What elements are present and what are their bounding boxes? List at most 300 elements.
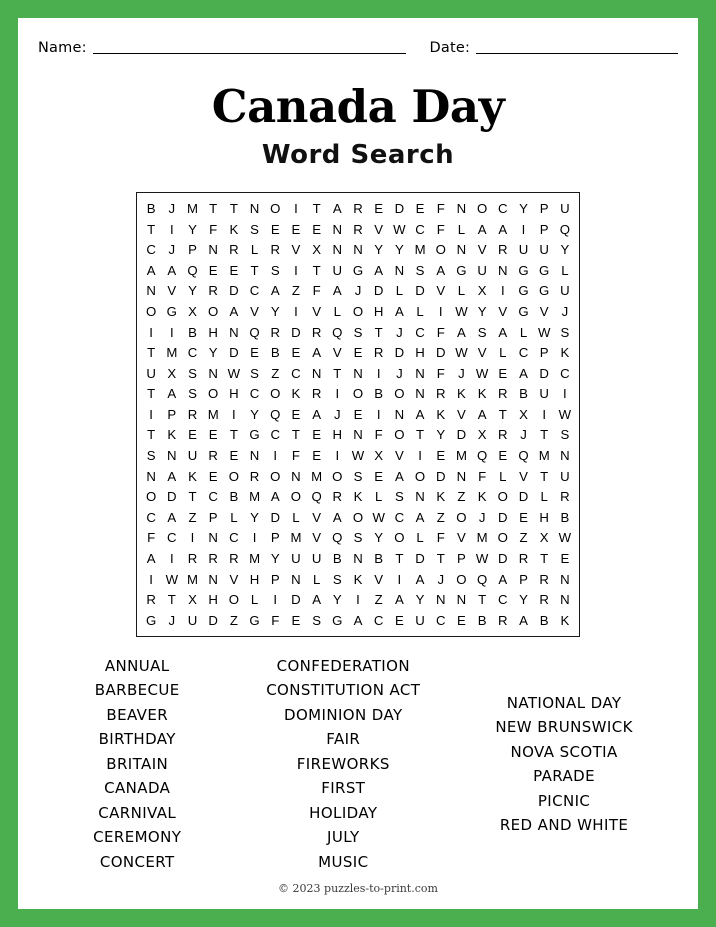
grid-cell[interactable]: K bbox=[229, 221, 239, 237]
grid-cell[interactable]: N bbox=[415, 365, 425, 381]
grid-cell[interactable]: C bbox=[146, 509, 156, 525]
grid-cell[interactable]: O bbox=[352, 509, 364, 525]
grid-cell[interactable]: T bbox=[374, 324, 383, 340]
grid-cell[interactable]: S bbox=[415, 262, 425, 278]
grid-cell[interactable]: Z bbox=[291, 283, 300, 299]
grid-cell[interactable]: H bbox=[332, 427, 343, 443]
grid-cell[interactable]: G bbox=[539, 283, 550, 299]
grid-cell[interactable]: V bbox=[291, 242, 301, 258]
grid-cell[interactable]: Z bbox=[436, 509, 445, 525]
grid-cell[interactable]: B bbox=[146, 200, 156, 216]
grid-cell[interactable]: I bbox=[542, 406, 547, 422]
grid-cell[interactable]: N bbox=[560, 448, 570, 464]
grid-cell[interactable]: C bbox=[249, 283, 260, 299]
grid-cell[interactable]: M bbox=[538, 448, 550, 464]
grid-cell[interactable]: R bbox=[229, 551, 239, 567]
grid-cell[interactable]: U bbox=[539, 242, 549, 258]
grid-cell[interactable]: X bbox=[539, 530, 549, 546]
grid-cell[interactable]: R bbox=[353, 200, 363, 216]
grid-cell[interactable]: L bbox=[457, 221, 466, 237]
name-input-line[interactable] bbox=[93, 53, 406, 54]
grid-cell[interactable]: Y bbox=[332, 592, 342, 608]
grid-cell[interactable]: J bbox=[168, 612, 176, 628]
grid-cell[interactable]: Z bbox=[519, 530, 528, 546]
grid-cell[interactable]: I bbox=[149, 324, 153, 340]
grid-cell[interactable]: Q bbox=[249, 324, 260, 340]
grid-cell[interactable]: J bbox=[561, 303, 569, 319]
grid-cell[interactable]: E bbox=[208, 262, 218, 278]
grid-cell[interactable]: R bbox=[208, 448, 218, 464]
grid-cell[interactable]: A bbox=[498, 324, 508, 340]
grid-cell[interactable]: H bbox=[249, 571, 260, 587]
grid-cell[interactable]: E bbox=[498, 365, 508, 381]
grid-cell[interactable]: E bbox=[394, 612, 404, 628]
grid-cell[interactable]: P bbox=[167, 406, 177, 422]
grid-cell[interactable]: T bbox=[312, 262, 321, 278]
grid-cell[interactable]: U bbox=[560, 468, 570, 484]
grid-cell[interactable]: K bbox=[477, 489, 487, 505]
grid-cell[interactable]: J bbox=[168, 242, 176, 258]
grid-cell[interactable]: X bbox=[312, 242, 322, 258]
grid-cell[interactable]: Y bbox=[415, 592, 425, 608]
grid-cell[interactable]: C bbox=[373, 612, 384, 628]
grid-cell[interactable]: C bbox=[291, 365, 301, 381]
grid-cell[interactable]: N bbox=[208, 530, 218, 546]
grid-cell[interactable]: T bbox=[229, 427, 238, 443]
grid-cell[interactable]: O bbox=[208, 386, 219, 402]
grid-cell[interactable]: U bbox=[187, 612, 198, 628]
grid-cell[interactable]: L bbox=[333, 303, 341, 319]
grid-cell[interactable]: A bbox=[519, 365, 528, 381]
grid-cell[interactable]: Q bbox=[311, 489, 322, 505]
grid-cell[interactable]: G bbox=[352, 262, 364, 278]
grid-cell[interactable]: E bbox=[436, 448, 446, 464]
grid-cell[interactable]: Z bbox=[229, 612, 238, 628]
grid-cell[interactable]: O bbox=[332, 468, 343, 484]
grid-cell[interactable]: N bbox=[229, 324, 239, 340]
grid-cell[interactable]: S bbox=[188, 386, 197, 402]
grid-cell[interactable]: Q bbox=[518, 448, 529, 464]
grid-cell[interactable]: P bbox=[539, 221, 549, 237]
grid-cell[interactable]: U bbox=[560, 283, 570, 299]
grid-cell[interactable]: Y bbox=[188, 283, 197, 299]
grid-cell[interactable]: D bbox=[291, 592, 301, 608]
grid-cell[interactable]: A bbox=[394, 592, 404, 608]
grid-cell[interactable]: I bbox=[169, 551, 174, 567]
grid-cell[interactable]: Y bbox=[188, 221, 197, 237]
grid-cell[interactable]: C bbox=[394, 509, 405, 525]
grid-cell[interactable]: V bbox=[477, 242, 487, 258]
grid-cell[interactable]: I bbox=[376, 406, 381, 422]
grid-cell[interactable]: R bbox=[518, 551, 529, 567]
grid-cell[interactable]: N bbox=[208, 571, 218, 587]
grid-cell[interactable]: V bbox=[498, 303, 508, 319]
grid-cell[interactable]: C bbox=[415, 324, 425, 340]
grid-cell[interactable]: Y bbox=[374, 530, 384, 546]
grid-cell[interactable]: A bbox=[332, 200, 342, 216]
grid-cell[interactable]: Y bbox=[250, 509, 259, 525]
grid-cell[interactable]: F bbox=[291, 448, 300, 464]
grid-cell[interactable]: I bbox=[418, 448, 422, 464]
grid-cell[interactable]: F bbox=[271, 612, 280, 628]
grid-cell[interactable]: R bbox=[249, 468, 260, 484]
grid-cell[interactable]: O bbox=[456, 509, 467, 525]
grid-cell[interactable]: K bbox=[353, 489, 363, 505]
grid-cell[interactable]: N bbox=[167, 448, 177, 464]
grid-cell[interactable]: M bbox=[290, 530, 302, 546]
grid-cell[interactable]: E bbox=[457, 612, 466, 628]
grid-cell[interactable]: D bbox=[415, 283, 425, 299]
grid-cell[interactable]: L bbox=[540, 489, 548, 505]
grid-cell[interactable]: E bbox=[291, 221, 301, 237]
grid-cell[interactable]: F bbox=[147, 530, 156, 546]
grid-cell[interactable]: A bbox=[415, 406, 425, 422]
grid-cell[interactable]: E bbox=[374, 468, 384, 484]
grid-cell[interactable]: E bbox=[353, 345, 363, 361]
grid-cell[interactable]: V bbox=[250, 303, 259, 319]
grid-cell[interactable]: A bbox=[498, 221, 508, 237]
grid-cell[interactable]: B bbox=[229, 489, 239, 505]
grid-cell[interactable]: O bbox=[497, 489, 508, 505]
grid-cell[interactable]: I bbox=[149, 406, 153, 422]
grid-cell[interactable]: C bbox=[498, 200, 508, 216]
grid-cell[interactable]: I bbox=[294, 200, 298, 216]
grid-cell[interactable]: I bbox=[500, 283, 505, 299]
grid-cell[interactable]: U bbox=[187, 448, 198, 464]
grid-cell[interactable]: D bbox=[415, 551, 425, 567]
grid-cell[interactable]: U bbox=[332, 262, 343, 278]
grid-cell[interactable]: T bbox=[147, 386, 156, 402]
grid-cell[interactable]: O bbox=[435, 242, 446, 258]
grid-cell[interactable]: B bbox=[519, 386, 528, 402]
grid-cell[interactable]: V bbox=[394, 448, 404, 464]
grid-cell[interactable]: F bbox=[374, 427, 383, 443]
grid-cell[interactable]: A bbox=[457, 324, 466, 340]
grid-cell[interactable]: V bbox=[312, 303, 322, 319]
grid-cell[interactable]: A bbox=[353, 612, 363, 628]
grid-cell[interactable]: N bbox=[353, 427, 363, 443]
grid-cell[interactable]: F bbox=[436, 324, 445, 340]
grid-cell[interactable]: R bbox=[498, 242, 508, 258]
grid-cell[interactable]: O bbox=[228, 468, 239, 484]
grid-cell[interactable]: R bbox=[146, 592, 156, 608]
grid-cell[interactable]: D bbox=[229, 345, 239, 361]
grid-cell[interactable]: I bbox=[521, 221, 526, 237]
grid-cell[interactable]: H bbox=[229, 386, 239, 402]
grid-cell[interactable]: V bbox=[436, 283, 446, 299]
grid-cell[interactable]: S bbox=[146, 448, 156, 464]
grid-cell[interactable]: E bbox=[270, 221, 280, 237]
grid-cell[interactable]: A bbox=[477, 221, 487, 237]
grid-cell[interactable]: I bbox=[563, 386, 567, 402]
grid-cell[interactable]: E bbox=[291, 406, 301, 422]
grid-cell[interactable]: O bbox=[394, 427, 405, 443]
grid-cell[interactable]: L bbox=[230, 509, 238, 525]
grid-cell[interactable]: D bbox=[435, 468, 446, 484]
grid-cell[interactable]: N bbox=[498, 262, 508, 278]
grid-cell[interactable]: Z bbox=[374, 592, 383, 608]
grid-cell[interactable]: A bbox=[167, 386, 177, 402]
grid-cell[interactable]: M bbox=[166, 345, 178, 361]
grid-cell[interactable]: E bbox=[374, 200, 384, 216]
grid-cell[interactable]: S bbox=[250, 221, 259, 237]
grid-cell[interactable]: P bbox=[270, 571, 280, 587]
grid-cell[interactable]: L bbox=[416, 303, 424, 319]
grid-cell[interactable]: S bbox=[353, 530, 363, 546]
grid-cell[interactable]: U bbox=[539, 386, 549, 402]
grid-cell[interactable]: S bbox=[250, 365, 259, 381]
grid-cell[interactable]: Q bbox=[476, 448, 488, 464]
grid-cell[interactable]: O bbox=[456, 571, 467, 587]
grid-cell[interactable]: B bbox=[374, 386, 384, 402]
grid-cell[interactable]: A bbox=[229, 303, 239, 319]
grid-cell[interactable]: Y bbox=[519, 200, 528, 216]
grid-cell[interactable]: D bbox=[539, 365, 549, 381]
grid-cell[interactable]: A bbox=[415, 509, 425, 525]
grid-cell[interactable]: O bbox=[228, 592, 239, 608]
grid-cell[interactable]: S bbox=[332, 571, 342, 587]
grid-cell[interactable]: S bbox=[270, 262, 280, 278]
grid-cell[interactable]: J bbox=[168, 200, 176, 216]
grid-cell[interactable]: R bbox=[560, 489, 570, 505]
grid-cell[interactable]: P bbox=[188, 242, 197, 258]
grid-cell[interactable]: W bbox=[558, 406, 572, 422]
grid-cell[interactable]: N bbox=[208, 365, 218, 381]
grid-cell[interactable]: A bbox=[374, 262, 384, 278]
grid-cell[interactable]: V bbox=[312, 530, 322, 546]
grid-cell[interactable]: G bbox=[456, 262, 467, 278]
grid-cell[interactable]: E bbox=[312, 221, 322, 237]
grid-cell[interactable]: L bbox=[292, 509, 300, 525]
grid-cell[interactable]: A bbox=[394, 468, 404, 484]
grid-cell[interactable]: K bbox=[436, 406, 446, 422]
grid-cell[interactable]: N bbox=[456, 592, 467, 608]
grid-cell[interactable]: F bbox=[436, 200, 445, 216]
grid-cell[interactable]: C bbox=[167, 530, 177, 546]
grid-cell[interactable]: J bbox=[396, 365, 403, 381]
grid-cell[interactable]: H bbox=[373, 303, 384, 319]
grid-cell[interactable]: D bbox=[229, 283, 239, 299]
grid-cell[interactable]: T bbox=[229, 200, 238, 216]
grid-cell[interactable]: S bbox=[312, 612, 322, 628]
grid-cell[interactable]: X bbox=[188, 303, 197, 319]
grid-cell[interactable]: S bbox=[394, 489, 404, 505]
grid-cell[interactable]: R bbox=[373, 345, 384, 361]
grid-cell[interactable]: F bbox=[436, 365, 445, 381]
grid-cell[interactable]: K bbox=[477, 386, 487, 402]
grid-cell[interactable]: T bbox=[188, 489, 197, 505]
grid-cell[interactable]: I bbox=[335, 386, 340, 402]
grid-cell[interactable]: M bbox=[249, 489, 261, 505]
grid-cell[interactable]: V bbox=[167, 283, 177, 299]
grid-cell[interactable]: L bbox=[312, 571, 321, 587]
grid-cell[interactable]: A bbox=[146, 551, 156, 567]
grid-cell[interactable]: G bbox=[518, 303, 529, 319]
grid-cell[interactable]: A bbox=[270, 489, 280, 505]
grid-cell[interactable]: T bbox=[209, 200, 218, 216]
grid-cell[interactable]: A bbox=[519, 612, 528, 628]
grid-cell[interactable]: L bbox=[375, 489, 383, 505]
grid-cell[interactable]: G bbox=[145, 612, 157, 628]
grid-cell[interactable]: D bbox=[291, 324, 301, 340]
grid-cell[interactable]: Y bbox=[270, 551, 280, 567]
grid-cell[interactable]: V bbox=[229, 571, 239, 587]
grid-cell[interactable]: O bbox=[476, 200, 488, 216]
grid-cell[interactable]: G bbox=[518, 262, 529, 278]
grid-cell[interactable]: R bbox=[311, 324, 322, 340]
grid-cell[interactable]: C bbox=[498, 592, 508, 608]
grid-cell[interactable]: Y bbox=[394, 242, 404, 258]
grid-cell[interactable]: A bbox=[167, 468, 177, 484]
grid-cell[interactable]: I bbox=[376, 365, 381, 381]
grid-cell[interactable]: D bbox=[270, 509, 281, 525]
grid-cell[interactable]: R bbox=[187, 406, 198, 422]
grid-cell[interactable]: K bbox=[457, 386, 466, 402]
grid-cell[interactable]: N bbox=[456, 200, 467, 216]
grid-cell[interactable]: A bbox=[332, 283, 342, 299]
grid-cell[interactable]: M bbox=[311, 468, 323, 484]
grid-cell[interactable]: C bbox=[146, 242, 156, 258]
grid-cell[interactable]: C bbox=[560, 365, 570, 381]
grid-cell[interactable]: W bbox=[537, 324, 551, 340]
grid-cell[interactable]: S bbox=[353, 468, 363, 484]
grid-cell[interactable]: O bbox=[145, 489, 157, 505]
grid-cell[interactable]: X bbox=[477, 427, 487, 443]
grid-cell[interactable]: O bbox=[270, 386, 281, 402]
grid-cell[interactable]: D bbox=[373, 283, 384, 299]
grid-cell[interactable]: Y bbox=[208, 345, 218, 361]
grid-cell[interactable]: N bbox=[394, 262, 405, 278]
grid-cell[interactable]: K bbox=[353, 571, 363, 587]
grid-cell[interactable]: C bbox=[270, 427, 281, 443]
grid-cell[interactable]: N bbox=[456, 468, 467, 484]
grid-cell[interactable]: J bbox=[334, 406, 341, 422]
grid-cell[interactable]: A bbox=[146, 262, 156, 278]
grid-cell[interactable]: T bbox=[167, 592, 176, 608]
grid-cell[interactable]: W bbox=[351, 448, 365, 464]
grid-cell[interactable]: B bbox=[188, 324, 197, 340]
grid-cell[interactable]: D bbox=[518, 489, 529, 505]
grid-cell[interactable]: N bbox=[291, 468, 301, 484]
grid-cell[interactable]: K bbox=[560, 345, 570, 361]
grid-cell[interactable]: W bbox=[455, 303, 468, 319]
grid-cell[interactable]: B bbox=[270, 345, 280, 361]
grid-cell[interactable]: O bbox=[290, 489, 302, 505]
grid-cell[interactable]: T bbox=[312, 200, 321, 216]
grid-cell[interactable]: R bbox=[332, 489, 343, 505]
grid-cell[interactable]: J bbox=[354, 283, 362, 299]
grid-cell[interactable]: N bbox=[311, 365, 322, 381]
grid-cell[interactable]: O bbox=[270, 468, 281, 484]
grid-cell[interactable]: X bbox=[477, 283, 487, 299]
grid-cell[interactable]: Q bbox=[270, 406, 281, 422]
grid-cell[interactable]: O bbox=[270, 200, 281, 216]
grid-cell[interactable]: C bbox=[435, 612, 446, 628]
grid-cell[interactable]: V bbox=[374, 221, 384, 237]
grid-cell[interactable]: T bbox=[395, 551, 404, 567]
grid-cell[interactable]: A bbox=[312, 345, 322, 361]
grid-cell[interactable]: T bbox=[250, 262, 259, 278]
grid-cell[interactable]: E bbox=[560, 551, 570, 567]
grid-cell[interactable]: E bbox=[208, 427, 218, 443]
grid-cell[interactable]: U bbox=[518, 242, 529, 258]
grid-cell[interactable]: I bbox=[438, 303, 443, 319]
grid-cell[interactable]: X bbox=[188, 592, 197, 608]
grid-cell[interactable]: C bbox=[208, 489, 218, 505]
grid-cell[interactable]: Y bbox=[477, 303, 487, 319]
grid-cell[interactable]: D bbox=[208, 612, 218, 628]
grid-cell[interactable]: S bbox=[560, 427, 570, 443]
grid-cell[interactable]: M bbox=[249, 551, 261, 567]
grid-cell[interactable]: I bbox=[190, 530, 195, 546]
grid-cell[interactable]: E bbox=[519, 509, 528, 525]
grid-cell[interactable]: E bbox=[312, 448, 322, 464]
grid-cell[interactable]: M bbox=[187, 571, 198, 587]
grid-cell[interactable]: N bbox=[353, 242, 363, 258]
grid-cell[interactable]: R bbox=[208, 283, 218, 299]
grid-cell[interactable]: U bbox=[311, 551, 322, 567]
grid-cell[interactable]: D bbox=[498, 551, 508, 567]
grid-cell[interactable]: D bbox=[456, 427, 467, 443]
grid-cell[interactable]: I bbox=[294, 303, 298, 319]
grid-cell[interactable]: W bbox=[227, 365, 241, 381]
grid-cell[interactable]: C bbox=[518, 345, 529, 361]
grid-cell[interactable]: B bbox=[560, 509, 570, 525]
grid-cell[interactable]: H bbox=[415, 345, 425, 361]
grid-cell[interactable]: B bbox=[332, 551, 342, 567]
grid-cell[interactable]: N bbox=[332, 221, 343, 237]
grid-cell[interactable]: I bbox=[169, 324, 174, 340]
grid-cell[interactable]: E bbox=[188, 427, 197, 443]
grid-cell[interactable]: Y bbox=[436, 427, 446, 443]
grid-cell[interactable]: R bbox=[498, 612, 508, 628]
grid-cell[interactable]: O bbox=[414, 468, 426, 484]
grid-cell[interactable]: S bbox=[353, 324, 363, 340]
grid-cell[interactable]: X bbox=[167, 365, 177, 381]
grid-cell[interactable]: J bbox=[437, 571, 445, 587]
grid-cell[interactable]: K bbox=[291, 386, 301, 402]
grid-cell[interactable]: J bbox=[478, 509, 486, 525]
grid-cell[interactable]: C bbox=[187, 345, 198, 361]
grid-cell[interactable]: Q bbox=[476, 571, 488, 587]
grid-cell[interactable]: G bbox=[332, 612, 343, 628]
grid-cell[interactable]: Y bbox=[250, 406, 259, 422]
grid-cell[interactable]: P bbox=[539, 200, 549, 216]
grid-cell[interactable]: T bbox=[416, 427, 425, 443]
grid-cell[interactable]: T bbox=[540, 468, 549, 484]
grid-cell[interactable]: E bbox=[498, 448, 508, 464]
grid-cell[interactable]: N bbox=[394, 406, 405, 422]
grid-cell[interactable]: H bbox=[208, 324, 218, 340]
grid-cell[interactable]: C bbox=[415, 221, 425, 237]
grid-cell[interactable]: L bbox=[250, 592, 259, 608]
grid-cell[interactable]: P bbox=[208, 509, 218, 525]
grid-cell[interactable]: Z bbox=[271, 365, 280, 381]
grid-cell[interactable]: V bbox=[477, 345, 487, 361]
grid-cell[interactable]: G bbox=[166, 303, 177, 319]
grid-cell[interactable]: V bbox=[374, 571, 384, 587]
grid-cell[interactable]: T bbox=[333, 365, 342, 381]
grid-cell[interactable]: B bbox=[539, 612, 549, 628]
grid-cell[interactable]: V bbox=[457, 530, 466, 546]
grid-cell[interactable]: S bbox=[560, 324, 570, 340]
grid-cell[interactable]: M bbox=[476, 530, 488, 546]
grid-cell[interactable]: B bbox=[477, 612, 487, 628]
grid-cell[interactable]: Z bbox=[457, 489, 466, 505]
grid-cell[interactable]: L bbox=[395, 283, 404, 299]
grid-cell[interactable]: R bbox=[498, 386, 508, 402]
grid-cell[interactable]: Y bbox=[560, 242, 570, 258]
